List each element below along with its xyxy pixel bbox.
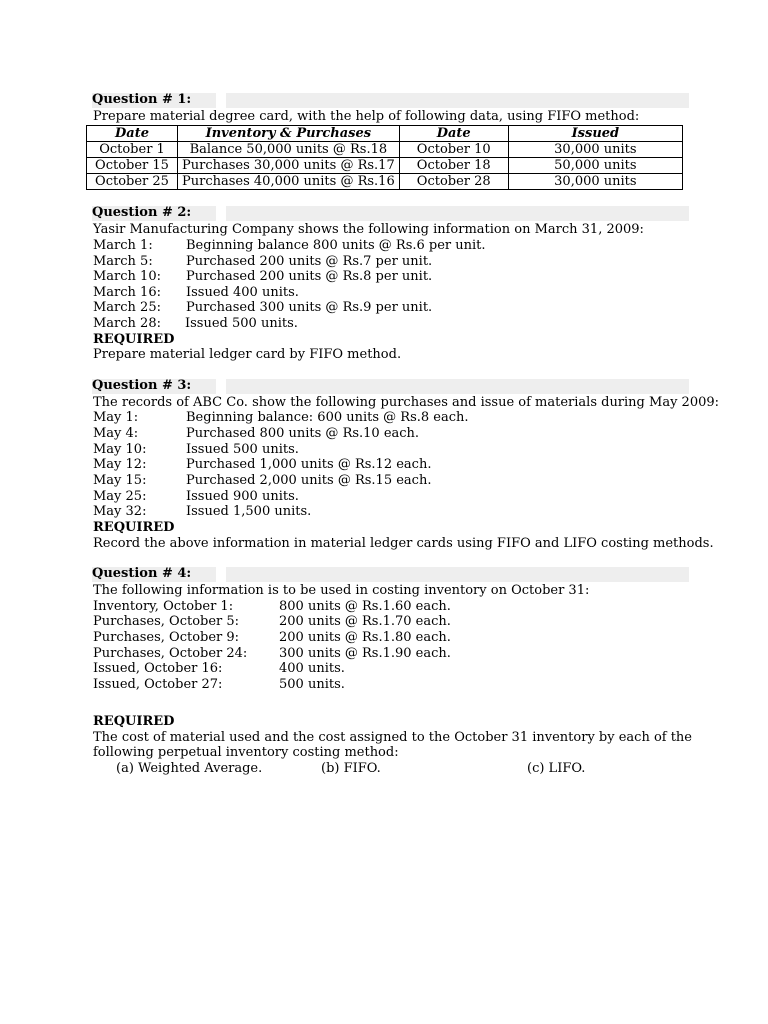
table-cell: Balance 50,000 units @ Rs.18 — [178, 142, 400, 158]
q4-required-label: REQUIRED — [93, 714, 175, 729]
q3-entry-date: May 10: — [93, 442, 147, 457]
q3-entry-text: Issued 1,500 units. — [186, 504, 312, 519]
q3-entry-text: Purchased 2,000 units @ Rs.15 each. — [186, 473, 432, 488]
q4-entry-text: 500 units. — [279, 677, 345, 692]
table-cell: 50,000 units — [508, 158, 682, 174]
table-cell: Purchases 30,000 units @ Rs.17 — [178, 158, 400, 174]
q2-entry-text: Issued 400 units. — [186, 285, 299, 300]
q2-entry-date: March 16: — [93, 285, 161, 300]
q2-entry-text: Purchased 200 units @ Rs.8 per unit. — [186, 269, 433, 284]
q1-heading: Question # 1: — [92, 92, 192, 107]
q2-entry-date: March 5: — [93, 254, 153, 269]
table-cell: October 18 — [399, 158, 508, 174]
q1-table — [86, 125, 683, 190]
q3-entry-date: May 25: — [93, 489, 147, 504]
table-row — [87, 142, 683, 158]
q3-entry-date: May 32: — [93, 504, 147, 519]
q2-entry-date: March 10: — [93, 269, 161, 284]
q2-intro: Yasir Manufacturing Company shows the following information on March 31, 2009: — [93, 222, 644, 237]
q4-intro: The following information is to be used in costing inventory on October 31: — [93, 583, 590, 598]
table-cell: October 15 — [87, 158, 178, 174]
q4-heading: Question # 4: — [92, 566, 192, 581]
q4-entry-text: 300 units @ Rs.1.90 each. — [279, 646, 451, 661]
q1-table-header-row — [87, 126, 683, 142]
table-row — [87, 158, 683, 174]
q1-intro: Prepare material degree card, with the help of following data, using FIFO method: — [93, 109, 640, 124]
table-cell: 30,000 units — [508, 142, 682, 158]
q3-intro: The records of ABC Co. show the following purchases and issue of materials during May 2009: — [93, 395, 720, 410]
q2-entry-text: Purchased 300 units @ Rs.9 per unit. — [186, 300, 433, 315]
q3-entry-date: May 1: — [93, 410, 139, 425]
q3-entry-date: May 15: — [93, 473, 147, 488]
q2-heading-bar — [92, 206, 689, 221]
q2-entry-text: Beginning balance 800 units @ Rs.6 per unit. — [186, 238, 486, 253]
q2-entry-date: March 28: — [93, 316, 161, 331]
q3-entry-text: Issued 900 units. — [186, 489, 299, 504]
q1-header-date2: Date — [399, 126, 508, 142]
q4-required-line1: The cost of material used and the cost assigned to the October 31 inventory by each of the — [93, 730, 693, 745]
q2-required-text: Prepare material ledger card by FIFO method. — [93, 347, 402, 362]
q4-heading-bar — [92, 567, 689, 582]
q4-entry-date: Purchases, October 24: — [93, 646, 248, 661]
q4-entry-text: 800 units @ Rs.1.60 each. — [279, 599, 451, 614]
q3-required-text: Record the above information in material ledger cards using FIFO and LIFO costing methods. — [93, 536, 714, 551]
q1-heading-bar — [92, 93, 689, 108]
q4-entry-date: Purchases, October 9: — [93, 630, 240, 645]
q4-option-a: (a) Weighted Average. — [116, 761, 263, 776]
table-row — [87, 174, 683, 190]
table-cell: Purchases 40,000 units @ Rs.16 — [178, 174, 400, 190]
q2-heading: Question # 2: — [92, 205, 192, 220]
q3-entry-date: May 12: — [93, 457, 147, 472]
q4-entry-date: Issued, October 27: — [93, 677, 223, 692]
q4-entry-text: 200 units @ Rs.1.80 each. — [279, 630, 451, 645]
q1-header-date: Date — [87, 126, 178, 142]
q1-header-issued: Issued — [508, 126, 682, 142]
q3-entry-text: Purchased 800 units @ Rs.10 each. — [186, 426, 420, 441]
q3-entry-text: Issued 500 units. — [186, 442, 299, 457]
q4-entry-text: 200 units @ Rs.1.70 each. — [279, 614, 451, 629]
table-cell: October 28 — [399, 174, 508, 190]
q4-option-b: (b) FIFO. — [321, 761, 381, 776]
q2-entry-text: Purchased 200 units @ Rs.7 per unit. — [186, 254, 433, 269]
q2-required-label: REQUIRED — [93, 332, 175, 347]
table-cell: 30,000 units — [508, 174, 682, 190]
table-cell: October 10 — [399, 142, 508, 158]
q4-entry-date: Purchases, October 5: — [93, 614, 240, 629]
q4-option-c: (c) LIFO. — [527, 761, 586, 776]
q4-required-line2: following perpetual inventory costing method: — [93, 745, 399, 760]
q3-required-label: REQUIRED — [93, 520, 175, 535]
q2-entry-text: Issued 500 units. — [185, 316, 298, 331]
table-cell: October 25 — [87, 174, 178, 190]
table-cell: October 1 — [87, 142, 178, 158]
q2-entry-date: March 1: — [93, 238, 153, 253]
q3-entry-date: May 4: — [93, 426, 139, 441]
q3-heading: Question # 3: — [92, 378, 192, 393]
q4-entry-text: 400 units. — [279, 661, 345, 676]
q3-heading-bar — [92, 379, 689, 394]
q2-entry-date: March 25: — [93, 300, 161, 315]
q4-entry-date: Issued, October 16: — [93, 661, 223, 676]
q3-entry-text: Purchased 1,000 units @ Rs.12 each. — [186, 457, 432, 472]
q1-header-inventory: Inventory & Purchases — [178, 126, 400, 142]
q3-entry-text: Beginning balance: 600 units @ Rs.8 each. — [186, 410, 469, 425]
q4-entry-date: Inventory, October 1: — [93, 599, 234, 614]
